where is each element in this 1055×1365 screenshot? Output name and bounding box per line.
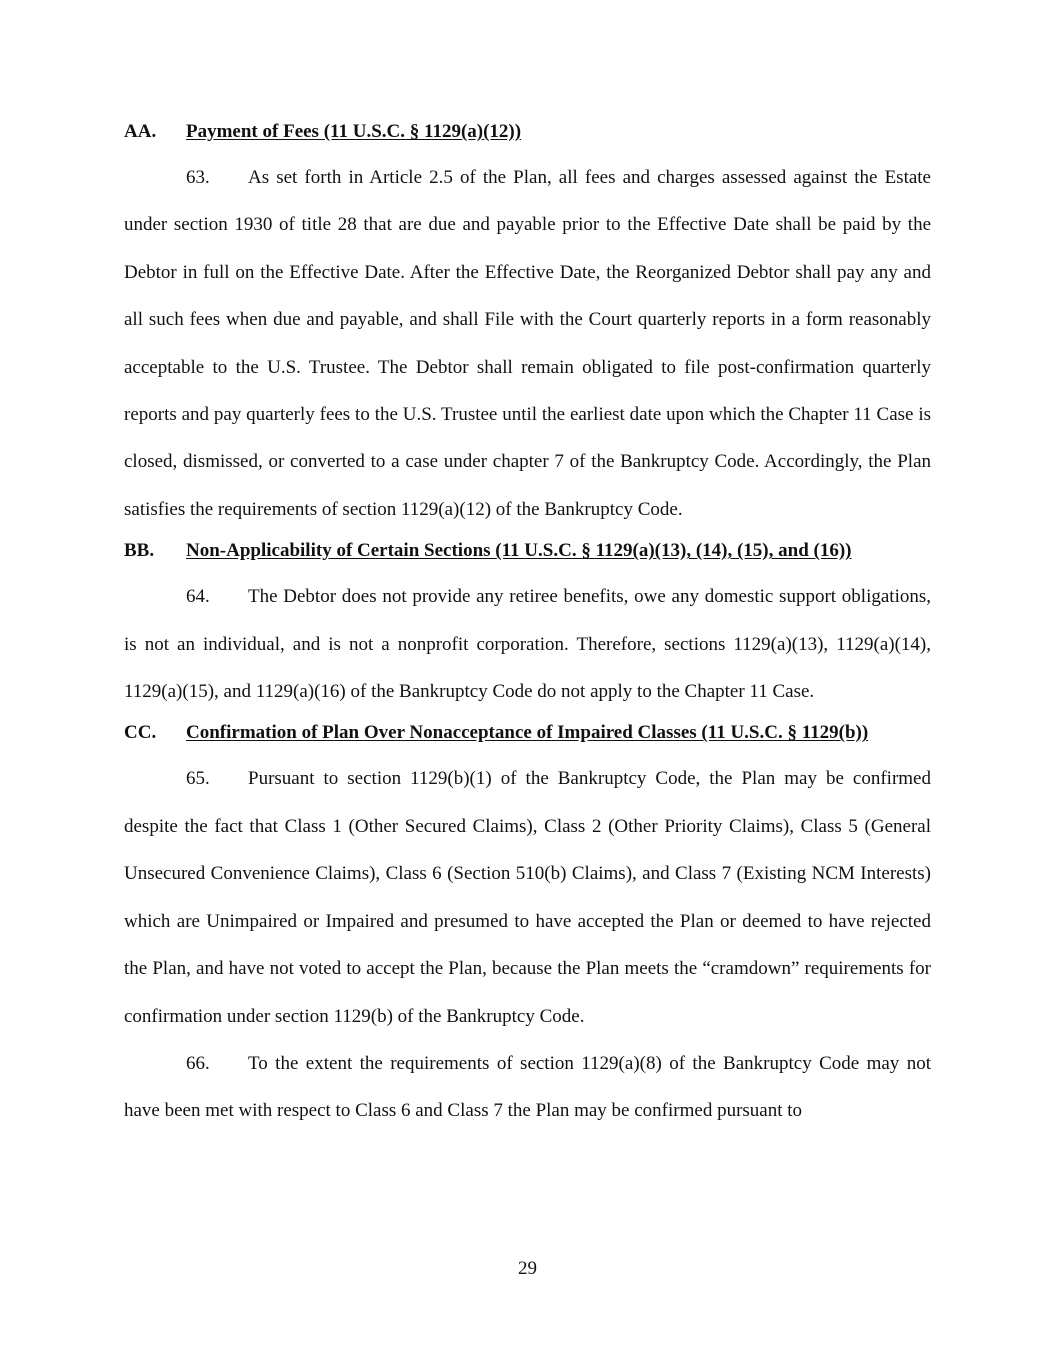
paragraph-number: 64. (186, 586, 210, 608)
paragraph-text: As set forth in Article 2.5 of the Plan, all fees and charges assessed against the Estate under section 1930 of title 28 that are due and payable prior to the Effective Date shall be paid by the Debtor in full on the Effective Date. After the Effective Date, the Reorganized Debtor shall pay any and all such fees when due and payable, and shall File with the Court quarterly reports in a form reasonably acceptable to the U.S. Trustee. The Debtor shall remain obligated to file post-confirmation quarterly reports and pay quarterly fees to the U.S. Trustee until the earliest date upon which the Chapter 11 Case is closed, dismissed, or converted to a case under chapter 7 of the Bankruptcy Code. Accordingly, the Plan satisfies the requirements of section 1129(a)(12) of the Bankruptcy Code. (124, 167, 931, 520)
section-heading-aa (124, 118, 931, 146)
section-heading-bb (124, 537, 931, 565)
document-page (124, 118, 931, 1135)
section-heading-cc (124, 719, 931, 747)
paragraph-65 (124, 755, 931, 1039)
section-title: Payment of Fees (11 U.S.C. § 1129(a)(12)) (186, 121, 522, 142)
paragraph-text: Pursuant to section 1129(b)(1) of the Bankruptcy Code, the Plan may be confirmed despite the fact that Class 1 (Other Secured Claims), Class 2 (Other Priority Claims), Class 5 (General Unsecured Convenience Claims), Class 6 (Section 510(b) Claims), and Class 7 (Existing NCM Interests) which are Unimpaired or Impaired and presumed to have accepted the Plan or deemed to have rejected the Plan, and have not voted to accept the Plan, because the Plan meets the “cramdown” requirements for confirmation under section 1129(b) of the Bankruptcy Code. (124, 768, 931, 1027)
page-number: 29 (518, 1258, 537, 1279)
paragraph-text: To the extent the requirements of section 1129(a)(8) of the Bankruptcy Code may not have been met with respect to Class 6 and Class 7 the Plan may be confirmed pursuant to (124, 1052, 931, 1122)
section-letter: AA. (124, 121, 157, 142)
paragraph-66 (124, 1040, 931, 1135)
paragraph-number: 66. (186, 1052, 210, 1074)
paragraph-number: 63. (186, 167, 210, 188)
paragraph-number: 65. (186, 768, 210, 790)
paragraph-64 (124, 573, 931, 715)
section-letter: CC. (124, 722, 157, 744)
section-letter: BB. (124, 540, 155, 562)
section-title: Confirmation of Plan Over Nonacceptance of Impaired Classes (11 U.S.C. § 1129(b)) (186, 722, 869, 744)
paragraph-text: The Debtor does not provide any retiree benefits, owe any domestic support obligations, is not an individual, and is not a nonprofit corporation. Therefore, sections 1129(a)(13), 1129(a)(14), 1129(a)(15), and 1129(a)(16) of the Bankruptcy Code do not apply to the Chapter 11 Case. (124, 586, 931, 703)
paragraph-63 (124, 154, 931, 533)
section-title: Non-Applicability of Certain Sections (11 U.S.C. § 1129(a)(13), (14), (15), and (16)) (186, 540, 852, 562)
